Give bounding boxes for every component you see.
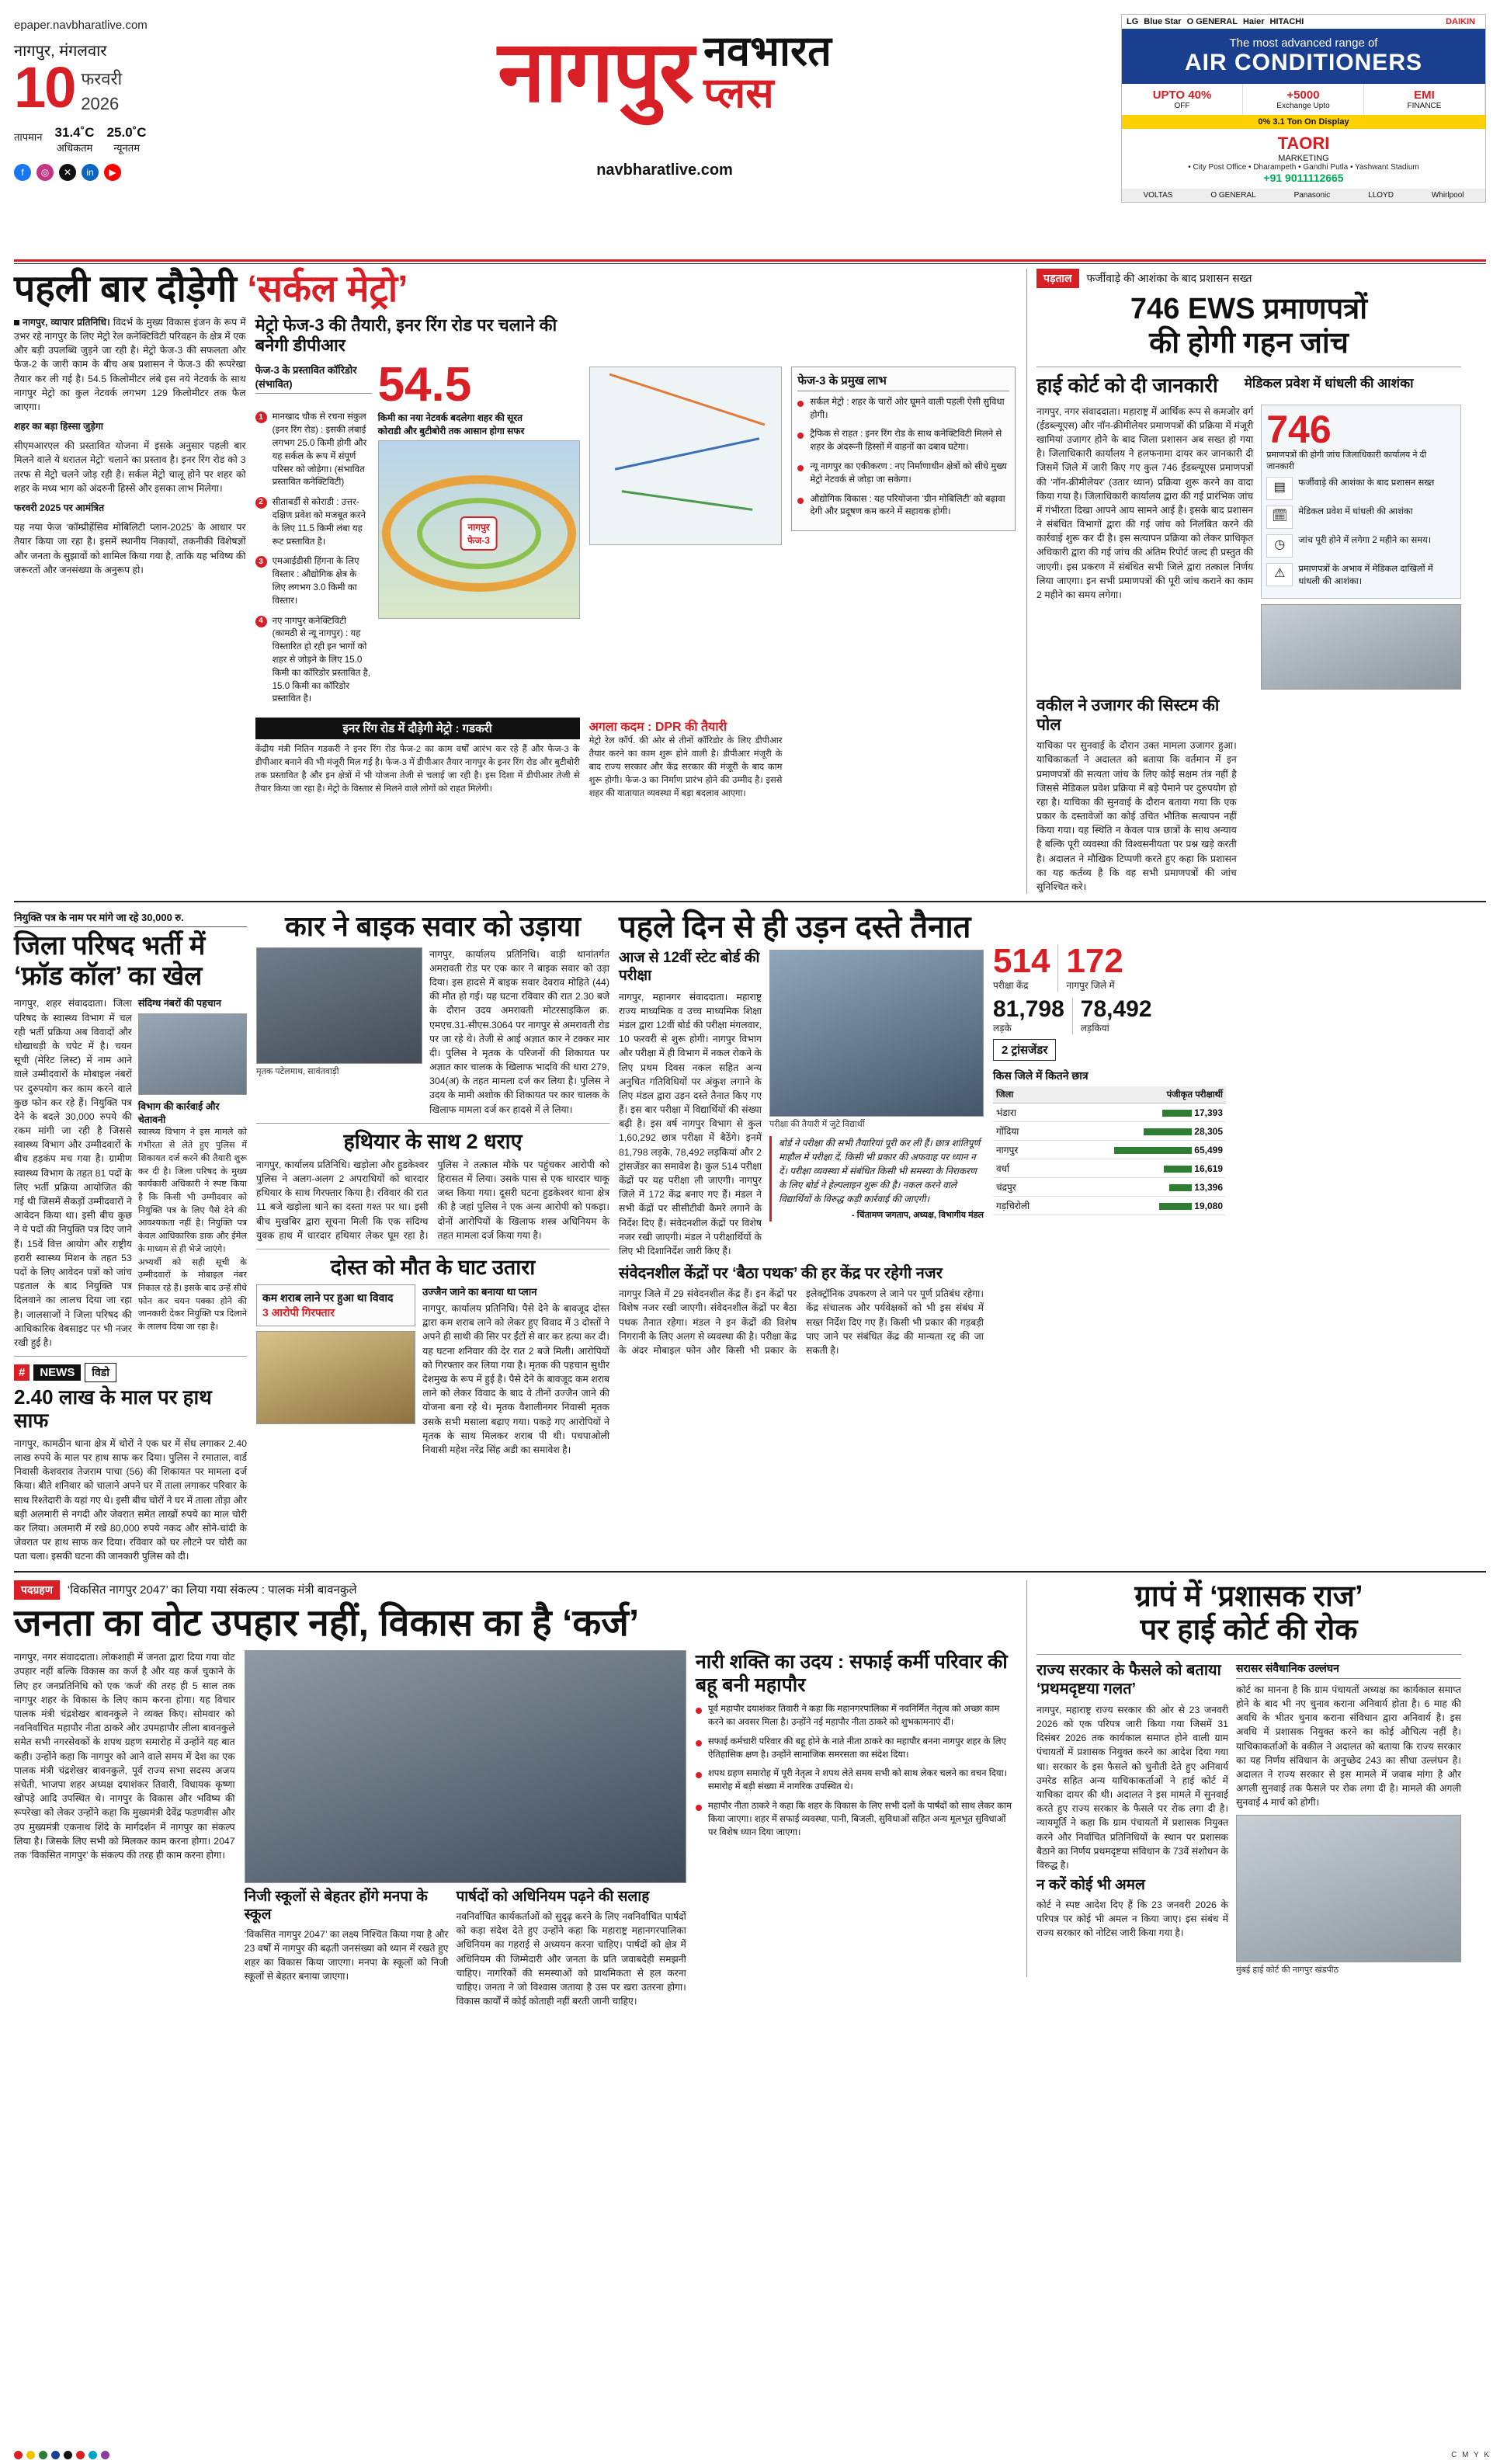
mayor-kicker: ‘विकसित नागपुर 2047’ का लिया गया संकल्प : पालक मंत्री बावनकुले	[67, 1583, 357, 1597]
ad-strip-text: 0% 3.1 Ton On Display	[1122, 115, 1485, 129]
map-route-line	[614, 437, 759, 470]
mayor-kicker-row	[14, 1580, 1016, 1600]
benefits-list	[797, 396, 1009, 519]
lead-text-column	[14, 315, 246, 713]
friend-kicker: उज्जैन जाने का बनाया था प्लान	[422, 1286, 537, 1298]
dealer-address: • City Post Office • Dharampeth • Gandhi Putla • Yashwant Stadium	[1188, 163, 1419, 172]
ad-line2: AIR CONDITIONERS	[1184, 50, 1422, 75]
nari-item: सफाई कर्मचारी परिवार की बहू होने के नाते नीता ठाकरे का महापौर बनना नागपुर शहर के लिए ऐतिहासिक क्षण है। उन्होंने सामाजिक समरसता का संदेश दिया।	[696, 1736, 1016, 1762]
ews-headline-1: 746 EWS प्रमाणपत्रों	[1130, 293, 1368, 325]
color-registration-dots	[14, 2451, 109, 2459]
benefits-panel	[791, 367, 1016, 531]
corridor-item: सीताबर्डी से कोराडी : उत्तर-दक्षिण प्रवेश को मजबूत करने के लिए 11.5 किमी लंबा यह रूट प्रस्तावित है।	[255, 496, 372, 548]
hc-subhead-left: राज्य सरकार के फैसले को बताया ‘प्रथमदृष्टया गलत’	[1036, 1661, 1221, 1698]
temp-max-col	[55, 125, 95, 155]
hc-body: नागपुर, महाराष्ट्र राज्य सरकार की ओर से 23 जनवरी 2026 को एक परिपत्र जारी किया गया जिसमें 31 दिसंबर 2026 तक कार्यकाल समाप्त होने वाली ग्राम पंचायतों में प्रशासक नियुक्त करने का आदेश दिया गया था। सरकार के इस फैसले को चुनौती देते हुए अनिवार्य उमरेड सहित अन्य याचिकाकर्ताओं ने हाई कोर्ट में याचिका दायर की थी। अदालत ने इस मामले में सुनवाई करते हुए राज्य सरकार के फैसले पर रोक लगा दी है। न्यायमूर्ति ने कहा कि ग्राम पंचायतों में प्रशासक नियुक्त करने और निर्वाचित प्रतिनिधियों के स्थान पर प्रशासक बैठाने का निर्णय प्रथमदृष्टया संविधान के 73वें संशोधन के विरुद्ध है।	[1036, 1704, 1229, 1871]
corridor-item: मानखाद चौक से रचना संकुल (इनर रिंग रोड) : इसकी लंबाई लगभग 25.0 किमी होगी और यह सर्कल के रूप में संपूर्ण परिसर को जोड़ेगा। (संभावित प्रस्तावित कनेक्टिविटी)	[255, 411, 372, 489]
date-year: 2026	[81, 93, 120, 113]
ews-kicker-badge: पड़ताल	[1036, 269, 1079, 288]
table-row: गोंदिया 28,305	[993, 1122, 1226, 1141]
date-month: फरवरी	[81, 69, 123, 89]
advertisement-banner[interactable]	[1121, 14, 1486, 203]
lead-story	[14, 269, 1016, 894]
ews-info-item: 🗓 मेडिकल प्रवेश में धांधली की आशंका	[1266, 506, 1456, 529]
lead-columns	[14, 315, 1016, 713]
dealer-phone[interactable]: +91 9011112665	[1263, 172, 1344, 184]
table-row: गड़चिरोली 19,080	[993, 1197, 1226, 1215]
weapon-headline: हथियार के साथ 2 धराए	[343, 1129, 523, 1153]
metro-center-badge: नागपुर फेज-3	[460, 516, 498, 551]
hc-story	[1026, 1580, 1461, 1977]
transgender-count: 2 ट्रांसजेंडर	[993, 1039, 1056, 1061]
corridor-item: एमआईडीसी हिंगना के लिए विस्तार : औद्योगिक क्षेत्र के लिए लगभग 3.0 किमी का विस्तार।	[255, 555, 372, 607]
instagram-icon[interactable]: ◎	[36, 164, 54, 181]
lead-media-column	[255, 315, 580, 713]
exam-stat-4: 78,492 लड़कियां	[1080, 996, 1152, 1034]
weapon-photo	[256, 1331, 415, 1424]
dealer-sub: MARKETING	[1278, 154, 1329, 163]
ews-subhead-right: मेडिकल प्रवेश में धांधली की आशंका	[1244, 376, 1414, 391]
website-url[interactable]: navbharatlive.com	[596, 162, 733, 179]
middle-section	[14, 910, 1486, 1563]
cmyk-marker: C M Y K	[1451, 2451, 1491, 2459]
friend-body: नागपुर, कार्यालय प्रतिनिधि। पैसे देने के बावजूद दोस्त द्वारा कम शराब लाने को लेकर हुए विवाद में 3 दोस्तों ने अपने ही साथी की सिर पर ईंटों से वार कर हत्या कर दी। यह घटना शनिवार की देर रात 2 बजे मिली। आरोपियों को गिरफ्तार कर लिया गया है। मृतक की पहचान सुधीर देशमुख के रूप में हुई है। पैसे देने के बावजूद कम शराब लाने को लेकर विवाद के बाद वे तीनों उज्जैन जाने की योजना बना रहे थे। मृतक वैशालीनगर निवासी मृतक उसके सभी मसाला बढ़ाए गया। पकड़े गए आरोपियों ने मृतक के साथ मिलकर शराब पी थी। पचपाओली निवासी महेश नरेंद्र सिंह अडी का समावेश है।	[422, 1303, 609, 1455]
exam-sub2-head: संवेदनशील केंद्रों पर ‘बैठा पथक’ की हर केंद्र पर रहेगी नजर	[619, 1265, 943, 1283]
district-table-title: किस जिले में कितने छात्र	[993, 1069, 1089, 1083]
dpr-title: अगला कदम : DPR की तैयारी	[589, 721, 727, 735]
edition-city: नागपुर, मंगलवार	[14, 43, 107, 60]
masthead	[14, 0, 1486, 256]
news-video-badge[interactable]	[14, 1363, 116, 1382]
exam-sub2-body: नागपुर जिले में 29 संवेदनशील केंद्र हैं। इन केंद्रों पर विशेष नजर रखी जाएगी। संवेदनशील केंद्रों पर बैठा पथक तैनात रहेगा। मंडल ने इन केंद्रों की विशेष निगरानी के लिए अलग से व्यवस्था की है। परीक्षा केंद्र के अंदर मोबाइल फोन और किसी भी प्रकार के इलेक्ट्रॉनिक उपकरण ले जाने पर पूर्ण प्रतिबंध रहेगा। केंद्र संचालक और पर्यवेक्षकों को भी इस संबंध में सख्त निर्देश दिए गए हैं। किसी भी प्रकार की गड़बड़ी पाए जाने पर संबंधित केंद्र की मान्यता रद्द की जा सकती है।	[619, 1288, 984, 1356]
hc-photo-caption: मुंबई हाई कोर्ट की नागपुर खंडपीठ	[1236, 1965, 1339, 1975]
gadkari-box-body: केंद्रीय मंत्री नितिन गडकरी ने इनर रिंग रोड फेज-2 का काम वर्षों आरंभ कर रहे हैं और फेज-3 के डीपीआर बनाने की भी मंजूरी मिल गई है। फेज-3 में डीपीआर तैयार नागपुर के इनर रिंग रोड और बुटीबोरी तक प्रस्तावित है और इन क्षेत्रों में भी योजना तेजी से चलाई जा रही है। इस दिशा में डीपीआर तेजी से तैयार किया जा रहा है। मेट्रो के विस्तार से मिलने वाले लोगों को राहत मिलेगी।	[255, 745, 580, 794]
theft-body: नागपुर, कामठीन थाना क्षेत्र में चोरों ने एक घर में सेंध लगाकर 2.40 लाख रुपये के माल पर हाथ साफ कर दिया। पुलिस ने रमाताल, वार्ड निवासी केशवराव तेजराम पाचा (56) की शिकायत पर मामला दर्ज किया। बीते शनिवार को चालाने अपने घर में ताला लगाकर परिवार के साथ रिश्तेदारी के यहां गए थे। इसी बीच चोरों ने घर में ताला तोड़ा और बड़ी अलमारी से नगदी और जेवरात समेत लाखों रुपये का माल चोरी कर लिया। अलमारी में रखे 80,000 रुपये नकद और सोने-चांदी के जेवरात पर हाथ साफ कर दिया। रविवार को घर लौटने पर चोरी का पता चला। इसकी घटना की जानकारी पुलिस को दी।	[14, 1437, 247, 1562]
corridor-list	[255, 411, 372, 713]
ews-headline-2: की होगी गहन जांच	[1149, 326, 1349, 360]
table-row: भंडारा 17,393	[993, 1103, 1226, 1122]
accident-photo	[256, 947, 422, 1064]
school-body: ‘विकसित नागपुर 2047’ का लक्ष्य निश्चित किया गया है और 23 वर्षों में नागपुर की बढ़ती जनसंख्या को ध्यान में रखते हुए शहर का विकास किया जाएगा। मनपा के स्कूलों को निजी स्कूलों से बेहतर बनाया जाएगा।	[244, 1928, 449, 1983]
dpr-body: मेट्रो रेल कॉर्प. की ओर से तीनों कॉरिडोर के लिए डीपीआर तैयार करने का काम शुरू होने वाली है। डीपीआर मंजूरी के बाद राज्य सरकार और केंद्र सरकार की मंजूरी के बाद काम शुरू होगी। फेज-3 का निर्माण प्रारंभ होने की उम्मीद है। इससे शहर की यातायात व्यवस्था में बड़ा बदलाव आएगा।	[589, 736, 783, 798]
table-row: नागपुर 65,499	[993, 1141, 1226, 1159]
temp-min-col	[107, 125, 147, 155]
weapon-body: नागपुर, कार्यालय प्रतिनिधि। खड़ोला और हुडकेश्वर पुलिस ने अलग-अलग 2 अपराधियों को धारदार हथियार के साथ गिरफ्तार किया है। रविवार की रात 11 बजे खड़ोला थाने का दस्ता गश्त पर था। इसी बीच मुखबिर द्वारा सूचना मिली कि एक संदिग्ध युवक हाथ में धारदार हथियार लेकर घूम रहा है। पुलिस ने तत्काल मौके पर पहुंचकर आरोपी को हिरासत में लिया। उसके पास से एक धारदार चाकू जब्त किया गया। दूसरी घटना हुडकेश्वर थाना क्षेत्र की है जहां पुलिस ने एक अन्य आरोपी को पकड़ा। दोनों आरोपियों के खिलाफ शस्त्र अधिनियम के तहत मामला दर्ज किया गया है।	[256, 1159, 609, 1241]
hc-sub2-body: कोर्ट ने स्पष्ट आदेश दिए हैं कि 23 जनवरी 2026 के परिपत्र पर कोई भी अमल न किया जाए। इस संबंध में राज्य सरकार को नोटिस जारी किया गया है।	[1036, 1899, 1229, 1939]
hc-subhead-right: सरासर संवैधानिक उल्लंघन	[1236, 1661, 1461, 1679]
benefit-item: ट्रैफिक से राहत : इनर रिंग रोड के साथ कनेक्टिविटी मिलने से शहर के अंदरूनी हिस्सों में वाहनों का दबाव घटेगा।	[797, 428, 1009, 454]
dealer-name: TAORI MARKETING	[1127, 134, 1481, 163]
ews-body-2-cont	[1245, 696, 1461, 894]
ews-body: नागपुर, नगर संवाददाता। महाराष्ट्र में आर्थिक रूप से कमजोर वर्ग (ईडब्ल्यूएस) और नॉन-क्रीमीलेयर प्रमाणपत्रों की प्रक्रिया में मंजूरी खामियां उजागर होने के बाद जिला प्रशासन अब सख्त हो गया है। जिलाधिकारी कार्यालय ने हलफनामा दायर कर जानकारी दी जिसमें जिले में जारी किए गए कुल 746 ईडब्ल्यूएस प्रमाणपत्रों की ‘नॉन-क्रीमीलेयर’ (उतार ध्यान) प्रक्रिया शुरू करने का वादा किया गया है। जिलाधिकारी कार्यालय द्वारा की गई प्रारंभिक जांच में गंभीरता दिखा आपने आय सामने आई है। इसके बाद प्रशासन ने संबंधित विभागों द्वारा की गई जांच को निलंबित करने की कार्रवाई शुरू कर दी है। इस सत्यापन प्रक्रिया को लेकर प्राधिकृत अधिकारी द्वारा की गई जांच की अंतिम रिपोर्ट जल्द ही प्रस्तुत की जाएगी। इस प्रकरण में संबंधित सभी जिले द्वारा तत्काल निर्णय लिया जाएगा। इन सभी प्रमाणपत्रों की पूरी जांच कराने का काम 2 महीने का समय लगेगा।	[1036, 405, 1254, 600]
temp-max-label: अधिकतम	[56, 141, 93, 154]
benefit-item: सर्कल मेट्रो : शहर के चारों ओर घूमने वाली पहली ऐसी सुविधा होगी।	[797, 396, 1009, 422]
exam-kicker: आज से 12वीं स्टेट बोर्ड की परीक्षा	[619, 949, 760, 984]
table-row: वर्धा 16,619	[993, 1159, 1226, 1178]
map-route-line	[609, 373, 765, 426]
exam-body: नागपुर, महानगर संवाददाता। महाराष्ट्र राज्य माध्यमिक व उच्च माध्यमिक शिक्षा मंडल द्वारा 12वीं बोर्ड की परीक्षा मंगलवार, 10 फरवरी से शुरू होगी। नागपुर विभाग और परीक्षा में ही विभाग में नकल रोकने के लिए प्रथम दिवस नकल सहित अन्य अनुचित गतिविधियों पर अंकुश लगाने के लिए मंडल द्वारा उड़न दस्ते तैनात किए गए हैं। इस बार परीक्षा में विद्यार्थियों की संख्या बढ़ी है। इस वर्ष नागपुर विभाग से कुल 1,60,292 छात्र परीक्षा में बैठेंगे। इनमें 81,798 लड़के, 78,492 लड़कियां और 2 ट्रांसजेंडर का समावेश है। कुल 514 परीक्षा केंद्रों पर यह परीक्षा ली जाएगी। नागपुर जिले में 172 केंद्र बनाए गए हैं। मंडल ने सभी केंद्रों पर सीसीटीवी कैमरे लगाने के निर्देश दिए हैं। संवेदनशील केंद्रों पर विशेष नजर रखी जाएगी। मंडल ने परीक्षार्थियों के लिए भी दिशानिर्देश जारी किए हैं।	[619, 991, 762, 1256]
zp-headline-2: ‘फ्रॉड कॉल’ का खेल	[14, 961, 203, 992]
mayor-text-col	[14, 1650, 235, 2008]
corridor-list-title: फेज-3 के प्रस्तावित कॉरिडोर (संभावित)	[255, 363, 372, 394]
high-court-photo	[1236, 1815, 1461, 1962]
zp-box2-body: स्वास्थ्य विभाग ने इस मामले को गंभीरता से लेते हुए पुलिस में शिकायत दर्ज करने की तैयारी शुरू कर दी है। जिला परिषद के मुख्य कार्यकारी अधिकारी ने स्पष्ट किया है कि किसी भी उम्मीदवार को नियुक्ति पत्र के लिए पैसे देने की आवश्यकता नहीं है। नियुक्ति पत्र केवल आधिकारिक डाक और ईमेल के माध्यम से ही भेजे जाएंगे।	[137, 1128, 247, 1254]
car-body: नागपुर, कार्यालय प्रतिनिधि। वाड़ी थानांतर्गत अमरावती रोड पर एक कार ने बाइक सवार को उड़ा दिया। इस हादसे में बाइक सवार देवराव मोहिते (44) की मौत हो गई। यह घटना रविवार की रात 2.30 बजे के दौरान उदय अमरावती मोटरसाइकिल क्र. एमएच.31-सीएस.3064 पर नागपुर से अमरावती रोड पर जा रहे थे। तेजी से आई अज्ञात कार ने टक्कर मार दी। पुलिस ने मृतक के परिजनों की शिकायत पर अज्ञात कार चालक के खिलाफ भादवि की धारा 279, 304(अ) के तहत मामला दर्ज कर लिया है। पुलिस ने उदय के मामी अशोक की शिकायत पर कार चालक के खिलाफ मामला दर्ज कर हादसे में ले लिया।	[429, 948, 609, 1115]
ad-brands-left: LG Blue Star O GENERAL Haier HITACHI	[1127, 17, 1304, 26]
masthead-logo	[208, 8, 1121, 179]
ews-stat-label: प्रमाणपत्रों की होगी जांच जिलाधिकारी कार्यालय ने दी जानकारी	[1266, 450, 1427, 471]
big-number-caption: किमी का नया नेटवर्क बदलेगा शहर की सूरत	[377, 412, 523, 424]
mayor-story	[14, 1580, 1016, 2009]
theft-headline: 2.40 लाख के माल पर हाथ साफ	[14, 1385, 212, 1432]
zp-box1-title: संदिग्ध नंबरों की पहचान	[137, 998, 221, 1010]
benefits-title: फेज-3 के प्रमुख लाभ	[797, 373, 1009, 391]
benefit-item: न्यू नागपुर का एकीकरण : नए निर्माणाधीन क्षेत्रों को सीधे मुख्य मेट्रो नेटवर्क से जोड़ा जा सकेगा।	[797, 460, 1009, 487]
epaper-url[interactable]: epaper.navbharatlive.com	[14, 19, 148, 32]
ad-brand-strip	[1122, 15, 1485, 29]
zp-photo	[138, 1013, 247, 1095]
ad-offer-3: EMI FINANCE	[1364, 84, 1485, 115]
clock-icon: ◷	[1266, 534, 1293, 558]
ews-subhead-2: वकील ने उजागर की सिस्टम की पोल	[1036, 696, 1220, 734]
nari-item: महापौर नीता ठाकरे ने कहा कि शहर के विकास के लिए सभी दलों के पार्षदों को साथ लेकर काम किया जाएगा। शहर में सफाई व्यवस्था, पानी, बिजली, सुविधाओं सहित अन्य मूलभूत सुविधाओं पर विशेष ध्यान दिया जाएगा।	[696, 1800, 1016, 1839]
youtube-icon[interactable]: ▶	[104, 164, 121, 181]
nari-shakti-col	[696, 1650, 1016, 2008]
ad-offer-2: +5000 Exchange Upto	[1243, 84, 1364, 115]
lead-sub2-body: यह नया फेज ‘कॉम्प्रीहेंसिव मोबिलिटी प्लान-2025’ के आधार पर तैयार किया जा रहा है। इसमें स्थानीय निकायों, तकनीकी विशेषज्ञों और जनता के सुझावों को शामिल किया गया है, ताकि यह भविष्य की जरूरतों और जनसंख्या के अनुरूप हो।	[14, 522, 246, 575]
lead-sub1-body: सीएमआरएल की प्रस्तावित योजना में इसके अनुसार पहली बार मिलने वाले ये धरातल मेट्रो‘ चलाने का प्रस्ताव है। इनर रिंग रोड को 3 तरफ से मेट्रो चलने जोड़ रही है। सर्कल मेट्रो चालू होने पर शहर को शहर के मध्य भाग को अंदरुनी हिस्से और इसका लाभ मिलेगा।	[14, 440, 246, 494]
ews-subhead-left: हाई कोर्ट को दी जानकारी	[1036, 374, 1218, 398]
ad-footer-brands: VOLTAS O GENERAL Panasonic LLOYD Whirlpool	[1122, 189, 1485, 202]
exam-photo	[769, 950, 984, 1117]
ad-line1: The most advanced range of	[1229, 36, 1378, 50]
councillor-body: नवनिर्वाचित कार्यकर्ताओं को सुदृढ़ करने के लिए नवनिर्वाचित पार्षदों को कड़ा संदेश देते हुए उन्होंने कहा कि महाराष्ट्र महानगरपालिका अधिनियम का गहराई से अध्ययन करना चाहिए। पार्षदों को क्षेत्र में अधिनियम की जिम्मेदारी और जनता के प्रति जवाबदेही समझनी चाहिए। नागरिकों की समस्याओं को प्राथमिकता से हल करना चाहिए। जनता ने जो विश्वास जताया है उस पर खरा उतरना होगा। विकास कार्यों में कोई कोताही नहीं बरती जानी चाहिए।	[456, 1911, 686, 2007]
social-links[interactable]	[14, 164, 208, 181]
lead-bottom-boxes	[14, 718, 1016, 800]
exam-headline: पहले दिन से ही उड़न दस्ते तैनात	[619, 910, 971, 945]
mayor-headline: जनता का वोट उपहार नहीं, विकास का है ‘कर्ज’	[14, 1602, 640, 1644]
zp-headline-1: जिला परिषद भर्ती में	[14, 931, 206, 961]
temp-min-label: न्यूनतम	[113, 141, 140, 154]
temp-max: 31.4˚C	[54, 124, 95, 140]
ad-dealer	[1122, 129, 1485, 189]
lead-big-number: 54.5	[377, 357, 472, 412]
lead-intro: नागपुर, व्यापार प्रतिनिधि। विदर्भ के मुख्य विकास इंजन के रूप में उभर रहे नागपुर के लिए मेट्रो रेल कनेक्टिविटी परिवहन के क्षेत्र में एक और बड़ी उपलब्धि जुड़ने जा रही है। मेट्रो फेज-3 की सफलता और फेज-2 के जारी काम के बीच अब प्रशासन ने फेज-3 की रूपरेखा तैयार कर ली गई है। 54.5 किलोमीटर लंबे इस नये नेटवर्क के साथ नागपुर मेट्रो का कुल नेटवर्क लगभग 129 किलोमीटर तक फैल जाएगा। शहर का बड़ा हिस्सा जुड़ेगा सीएमआरएल की प्रस्तावित योजना में इसके अनुसार पहली बार मिलने वाले ये धरातल मेट्रो‘ चलाने का प्रस्ताव है। इनर रिंग रोड को 3 तरफ से मेट्रो चलने जोड़ रही है। सर्कल मेट्रो चालू होने पर शहर को शहर के मध्य भाग को अंदरुनी हिस्से और इसका लाभ मिलेगा। फरवरी 2025 पर आमंत्रित यह नया फेज ‘कॉम्प्रीहेंसिव मोबिलिटी प्लान-2025’ के आधार पर तैयार किया जा रहा है। इसमें स्थानीय निकायों, तकनीकी विशेषज्ञों और जनता के सुझावों को शामिल किया गया है, ताकि यह भविष्य की जरूरतों और जनसंख्या के अनुरूप हो।	[14, 315, 246, 577]
ad-offers	[1122, 84, 1485, 115]
masthead-left	[14, 8, 208, 181]
friend-subbox	[256, 1284, 415, 1326]
mayor-body: नागपुर, नगर संवाददाता। लोकशाही में जनता द्वारा दिया गया वोट उपहार नहीं बल्कि विकास का कर्ज है और यह कर्ज चुकाने के लिए हर जनप्रतिनिधि को एक ‘कर्ज’ की तरह ही 5 साल तक नागपुर शहर के विकास के लिए काम करना होगा। यह विचार पालक मंत्री चंद्रशेखर बावनकुले ने व्यक्त किए। सोमवार को नवनिर्वाचित महापौर नीता ठाकरे और उपमहापौर लीला बावनकुले समेत सभी नगरसेवकों के शपथ ग्रहण समारोह में उन्होंने यह बात कही। उन्होंने कहा कि नागपुर को आने वाले समय में देश का एक पालक मंत्री चंद्रशेखर बावनकुले, पूर्व राज्य सभा सदस्य अजय संचेती, भाजपा शहर अध्यक्ष दयाशंकर तिवारी, विधायक कृष्णा खोपड़े आदि उपस्थित थे। नागपुर के विकास और भविष्य की रूपरेखा को लेकर उन्होंने कहा कि मुख्यमंत्री देवेंद्र फडणवीस और उप मुख्यमंत्री एकनाथ शिंदे के मार्गदर्शन में नागपुर का संकल्प लिया है। जिसके लिए सभी को मिलकर काम करना होगा। 2047 तक ‘विकसित नागपुर’ के संकल्प की तरह ही काम करना होगा।	[14, 1652, 235, 1861]
exam-photo-caption: परीक्षा की तैयारी में जुटे विद्यार्थी	[769, 1119, 865, 1129]
mayor-photo-col	[245, 1650, 686, 2008]
zp-body: नागपुर, शहर संवाददाता। जिला परिषद के स्वास्थ्य विभाग में चल रही भर्ती प्रक्रिया अब विवादों और धोखाधड़ी के चपेट में है। चयन सूची (मेरिट लिस्ट) में नाम आने वाले उम्मीदवारों के मोबाइल नंबरों पर दुरुपयोग कर काम करने वाले कुछ फोन कर रहे हैं। नियुक्ति पत्र देने के बदले 30,000 रुपये की रकम मांगी जा रही है जिससे स्वास्थ्य विभाग और उम्मीदवारों के बीच हड़कंप मच गया है। ग्रामीण स्वास्थ्य विभाग के तहत 81 पदों के लिए भर्ती प्रक्रिया आयोजित की गई थी जिसमें सैकड़ों उम्मीदवारों ने आवेदन किया था। इसी बीच कुछ ने ये पदों की नियुक्ति पत्र दिए जाने हैं। 15वें वित्त आयोग और राष्ट्रीय हरारी स्वास्थ्य मिशन के तहत 53 पदों के लिए आवेदन पत्रों को जांच पड़ताल के बाद नियुक्ति पत्र दिलवाने का लालच दिया जा रहा है। जालसाजों ने जिला परिषद की आधिकारिक वेबसाइट पर भी नजर रखी हुई है।	[14, 998, 132, 1348]
car-headline: कार ने बाइक सवार को उड़ाया	[285, 910, 581, 943]
nari-item: शपथ ग्रहण समारोह में पूरी नेतृत्व ने शपथ लेते समय सभी को साथ लेकर चलने का वचन दिया। समारोह में बड़ी संख्या में नागरिक उपस्थित थे।	[696, 1767, 1016, 1794]
logo-line2: प्लस	[703, 70, 774, 116]
lead-map-column	[589, 315, 783, 713]
lead-deck: मेट्रो फेज-3 की तैयारी, इनर रिंग रोड पर चलाने की बनेगी डीपीआर	[255, 315, 557, 356]
temperature-block	[14, 125, 208, 155]
lead-sub2-title: फरवरी 2025 पर आमंत्रित	[14, 502, 105, 513]
date-day: 10	[14, 55, 75, 120]
ews-info-item: ⚠ प्रमाणपत्रों के अभाव में मेडिकल दाखिलों में धांधली की आशंका।	[1266, 563, 1456, 588]
friend-subbox-line1: कम शराब लाने पर हुआ था विवाद	[262, 1291, 394, 1305]
nari-item: पूर्व महापौर दयाशंकर तिवारी ने कहा कि महानगरपालिका में नवनिर्मित नेतृत्व को अच्छा काम करने का अवसर मिला है। उन्होंने नई महापौर नीता ठाकरे को शुभकामनाएं दीं।	[696, 1703, 1016, 1729]
ews-infobox	[1261, 405, 1461, 599]
masthead-divider	[14, 259, 1486, 262]
twitter-x-icon[interactable]: ✕	[59, 164, 76, 181]
temp-label: तापमान	[14, 130, 43, 143]
ews-kicker: पड़ताल फर्जीवाड़े की आशंका के बाद प्रशासन सख्त	[1036, 269, 1461, 288]
ews-info-item: ▤ फर्जीवाड़े की आशंका के बाद प्रशासन सख्त	[1266, 477, 1456, 500]
exam-quote-attribution: - चिंतामण जगताप, अध्यक्ष, विभागीय मंडल	[852, 1210, 984, 1220]
table-row: चंद्रपुर 13,396	[993, 1178, 1226, 1197]
ews-subheads	[1036, 374, 1461, 398]
byline-marker	[14, 320, 19, 325]
zp-kicker: नियुक्ति पत्र के नाम पर मांगे जा रहे 30,000 रु.	[14, 910, 247, 927]
zp-box2-body-2: अभ्यर्थी को सही सूची के उम्मीदवारों के मोबाइल नंबर निकाल रहे हैं। इसके बाद उन्हें सीधे फोन कर चयन पक्का होने की जानकारी देकर नियुक्ति पत्र दिलाने के लालच दिया जा रहा है।	[137, 1257, 247, 1333]
publication-date	[14, 55, 208, 120]
lead-headline: पहली बार दौड़ेगी ‘सर्कल मेट्रो’	[14, 269, 408, 310]
exam-story-left	[619, 910, 984, 1563]
bottom-section	[14, 1580, 1486, 2009]
lead-byline: नागपुर, व्यापार प्रतिनिधि।	[23, 316, 110, 328]
lead-benefits-column	[791, 315, 1016, 713]
col-district: जिला	[993, 1086, 1053, 1103]
masthead-divider-thin	[14, 263, 1486, 264]
friend-headline: दोस्त को मौत के घाट उतारा	[330, 1256, 536, 1279]
hc-headline-2: पर हाई कोर्ट की रोक	[1140, 1614, 1358, 1647]
accident-story	[256, 910, 609, 1563]
logo-line1: नवभारत	[703, 28, 832, 75]
hc-headline-1: ग्रापं में ‘प्रशासक राज’	[1134, 1580, 1363, 1613]
ews-story	[1026, 269, 1461, 894]
warning-icon: ⚠	[1266, 563, 1293, 586]
exam-stat-3: 81,798 लड़के	[993, 996, 1064, 1034]
top-section	[14, 269, 1486, 894]
nari-shakti-list	[696, 1703, 1016, 1839]
ad-headline	[1122, 29, 1485, 84]
gadkari-box-title: इनर रिंग रोड में दौड़ेगी मेट्रो : गडकरी	[255, 718, 580, 739]
school-subhead: निजी स्कूलों से बेहतर होंगे मनपा के स्कूल	[244, 1889, 428, 1924]
temp-min: 25.0˚C	[106, 124, 147, 140]
news-badge-label: NEWS	[33, 1364, 81, 1381]
lead-sub1-title: शहर का बड़ा हिस्सा जुड़ेगा	[14, 421, 103, 433]
friend-subbox-line2: 3 आरोपी गिरफ्तार	[262, 1306, 335, 1319]
exam-stat-1: 514 परीक्षा केंद्र	[993, 942, 1050, 992]
ews-stat-number: 746	[1266, 407, 1332, 451]
hc-sub2-head: न करें कोई भी अमल	[1036, 1877, 1145, 1894]
mayor-columns	[14, 1650, 1016, 2008]
ews-body-2: याचिका पर सुनवाई के दौरान उक्त मामला उजागर हुआ। याचिकाकर्ता ने अदालत को बताया कि वर्तमान में इन प्रमाणपत्रों की सत्यता जांच के लिए कोई सक्षम तंत्र नहीं है जिससे मेडिकल प्रवेश प्रक्रिया में बड़े पैमाने पर दुरुपयोग हो रहा है। याचिका की सुनवाई के दौरान बताया गया कि एक प्रकार के दस्तावेजों का कोई उचित भौतिक सत्यापन नहीं किया गया। यह स्थिति न केवल पात्र छात्रों के साथ अन्याय है बल्कि पूरी व्यवस्था की विश्वसनीयता पर प्रश्न खड़े करती है। अदालत ने मौखिक टिप्पणी करते हुए कहा कि प्रशासन का यह कर्तव्य है कि वह सभी प्रमाणपत्रों की जांच सुनिश्चित करे।	[1036, 740, 1237, 892]
exam-quote: बोर्ड ने परीक्षा की सभी तैयारियां पूरी कर ली हैं। छात्र शांतिपूर्ण माहौल में परीक्षा दें, किसी भी प्रकार की अफवाह पर ध्यान न दें। परीक्षा व्यवस्था में संबंधित किसी भी समस्या के निराकरण के लिए बोर्ड ने हेल्पलाइन शुरू की है। नकल करने वाले विद्यार्थियों के विरुद्ध कड़ी कार्रवाई की जाएगी। - चिंतामण जगताप, अध्यक्ष, विभागीय मंडल	[769, 1136, 984, 1222]
logo-main-text: नागपुर	[498, 24, 693, 120]
calendar-icon: 🗓	[1266, 506, 1293, 529]
ews-info-item: ◷ जांच पूरी होने में लगेगा 2 महीने का समय।	[1266, 534, 1456, 558]
corridor-item: नए नागपुर कनेक्टिविटी (कामठी से न्यू नागपुर) : यह विस्तारित हो रही इन भागों को शहर से जोड़ने के लिए 15.0 किमी का कॉरिडोर प्रस्तावित है, 15.0 किमी का कॉरिडोर प्रस्तावित है।	[255, 615, 372, 707]
facebook-icon[interactable]: f	[14, 164, 31, 181]
nari-shakti-head: नारी शक्ति का उदय : सफाई कर्मी परिवार की बहू बनी महापौर	[695, 1651, 1008, 1697]
zp-box2-title: विभाग की कार्रवाई और चेतावनी	[137, 1101, 220, 1126]
oath-ceremony-photo	[245, 1650, 686, 1883]
document-icon: ▤	[1266, 477, 1293, 500]
exam-stats-panel	[993, 910, 1226, 1563]
zp-story	[14, 910, 247, 1563]
col-registered: पंजीकृत परीक्षार्थी	[1053, 1086, 1226, 1103]
councillor-subhead: पार्षदों को अधिनियम पढ़ने की सलाह	[456, 1889, 650, 1906]
admission-building-photo	[1261, 604, 1461, 690]
exam-stat-2: 172 नागपुर जिले में	[1066, 942, 1123, 992]
hash-icon: #	[14, 1364, 30, 1381]
padgrahan-badge: पदग्रहण	[14, 1580, 60, 1600]
metro-route-map	[589, 367, 783, 545]
map-route-line	[621, 490, 752, 511]
accident-photo-caption: मृतक पटेलमाथ, सावंतवाड़ी	[256, 1066, 339, 1076]
ad-offer-1: UPTO 40% OFF	[1122, 84, 1243, 115]
linkedin-icon[interactable]: in	[82, 164, 99, 181]
metro-ring-illustration	[378, 440, 580, 619]
district-table	[993, 1086, 1226, 1215]
video-badge-label[interactable]: विडो	[85, 1363, 116, 1382]
ad-brand-right: DAIKIN	[1446, 17, 1475, 26]
big-number-caption-2: कोराडी और बुटीबोरी तक आसान होगा सफर	[377, 426, 525, 437]
benefit-item: औद्योगिक विकास : यह परियोजना ‘ग्रीन मोबिलिटी’ को बढ़ावा देगी और प्रदूषण कम करने में सहायक होगी।	[797, 493, 1009, 520]
hc-right-body: कोर्ट का मानना है कि ग्राम पंचायतों अध्यक्ष का कार्यकाल समाप्त होने के बाद भी नए चुनाव कराना अनिवार्य होता है। 6 माह की अवधि के भीतर चुनाव कराना संविधान द्वारा अनिवार्य है। इस अवधि में प्रशासक नियुक्त करने का कोई औचित्य नहीं है। याचिकाकर्ताओं के वकील ने अदालत को बताया कि राज्य सरकार का यह निर्णय संविधान के अनुच्छेद 243 का सीधा उल्लंघन है। अदालत ने राज्य सरकार से इस मामले में जवाब मांगा है और अगली सुनवाई तक फैसले पर रोक लगा दी है। मामले की अगली सुनवाई 4 मार्च को होगी।	[1236, 1684, 1461, 1809]
